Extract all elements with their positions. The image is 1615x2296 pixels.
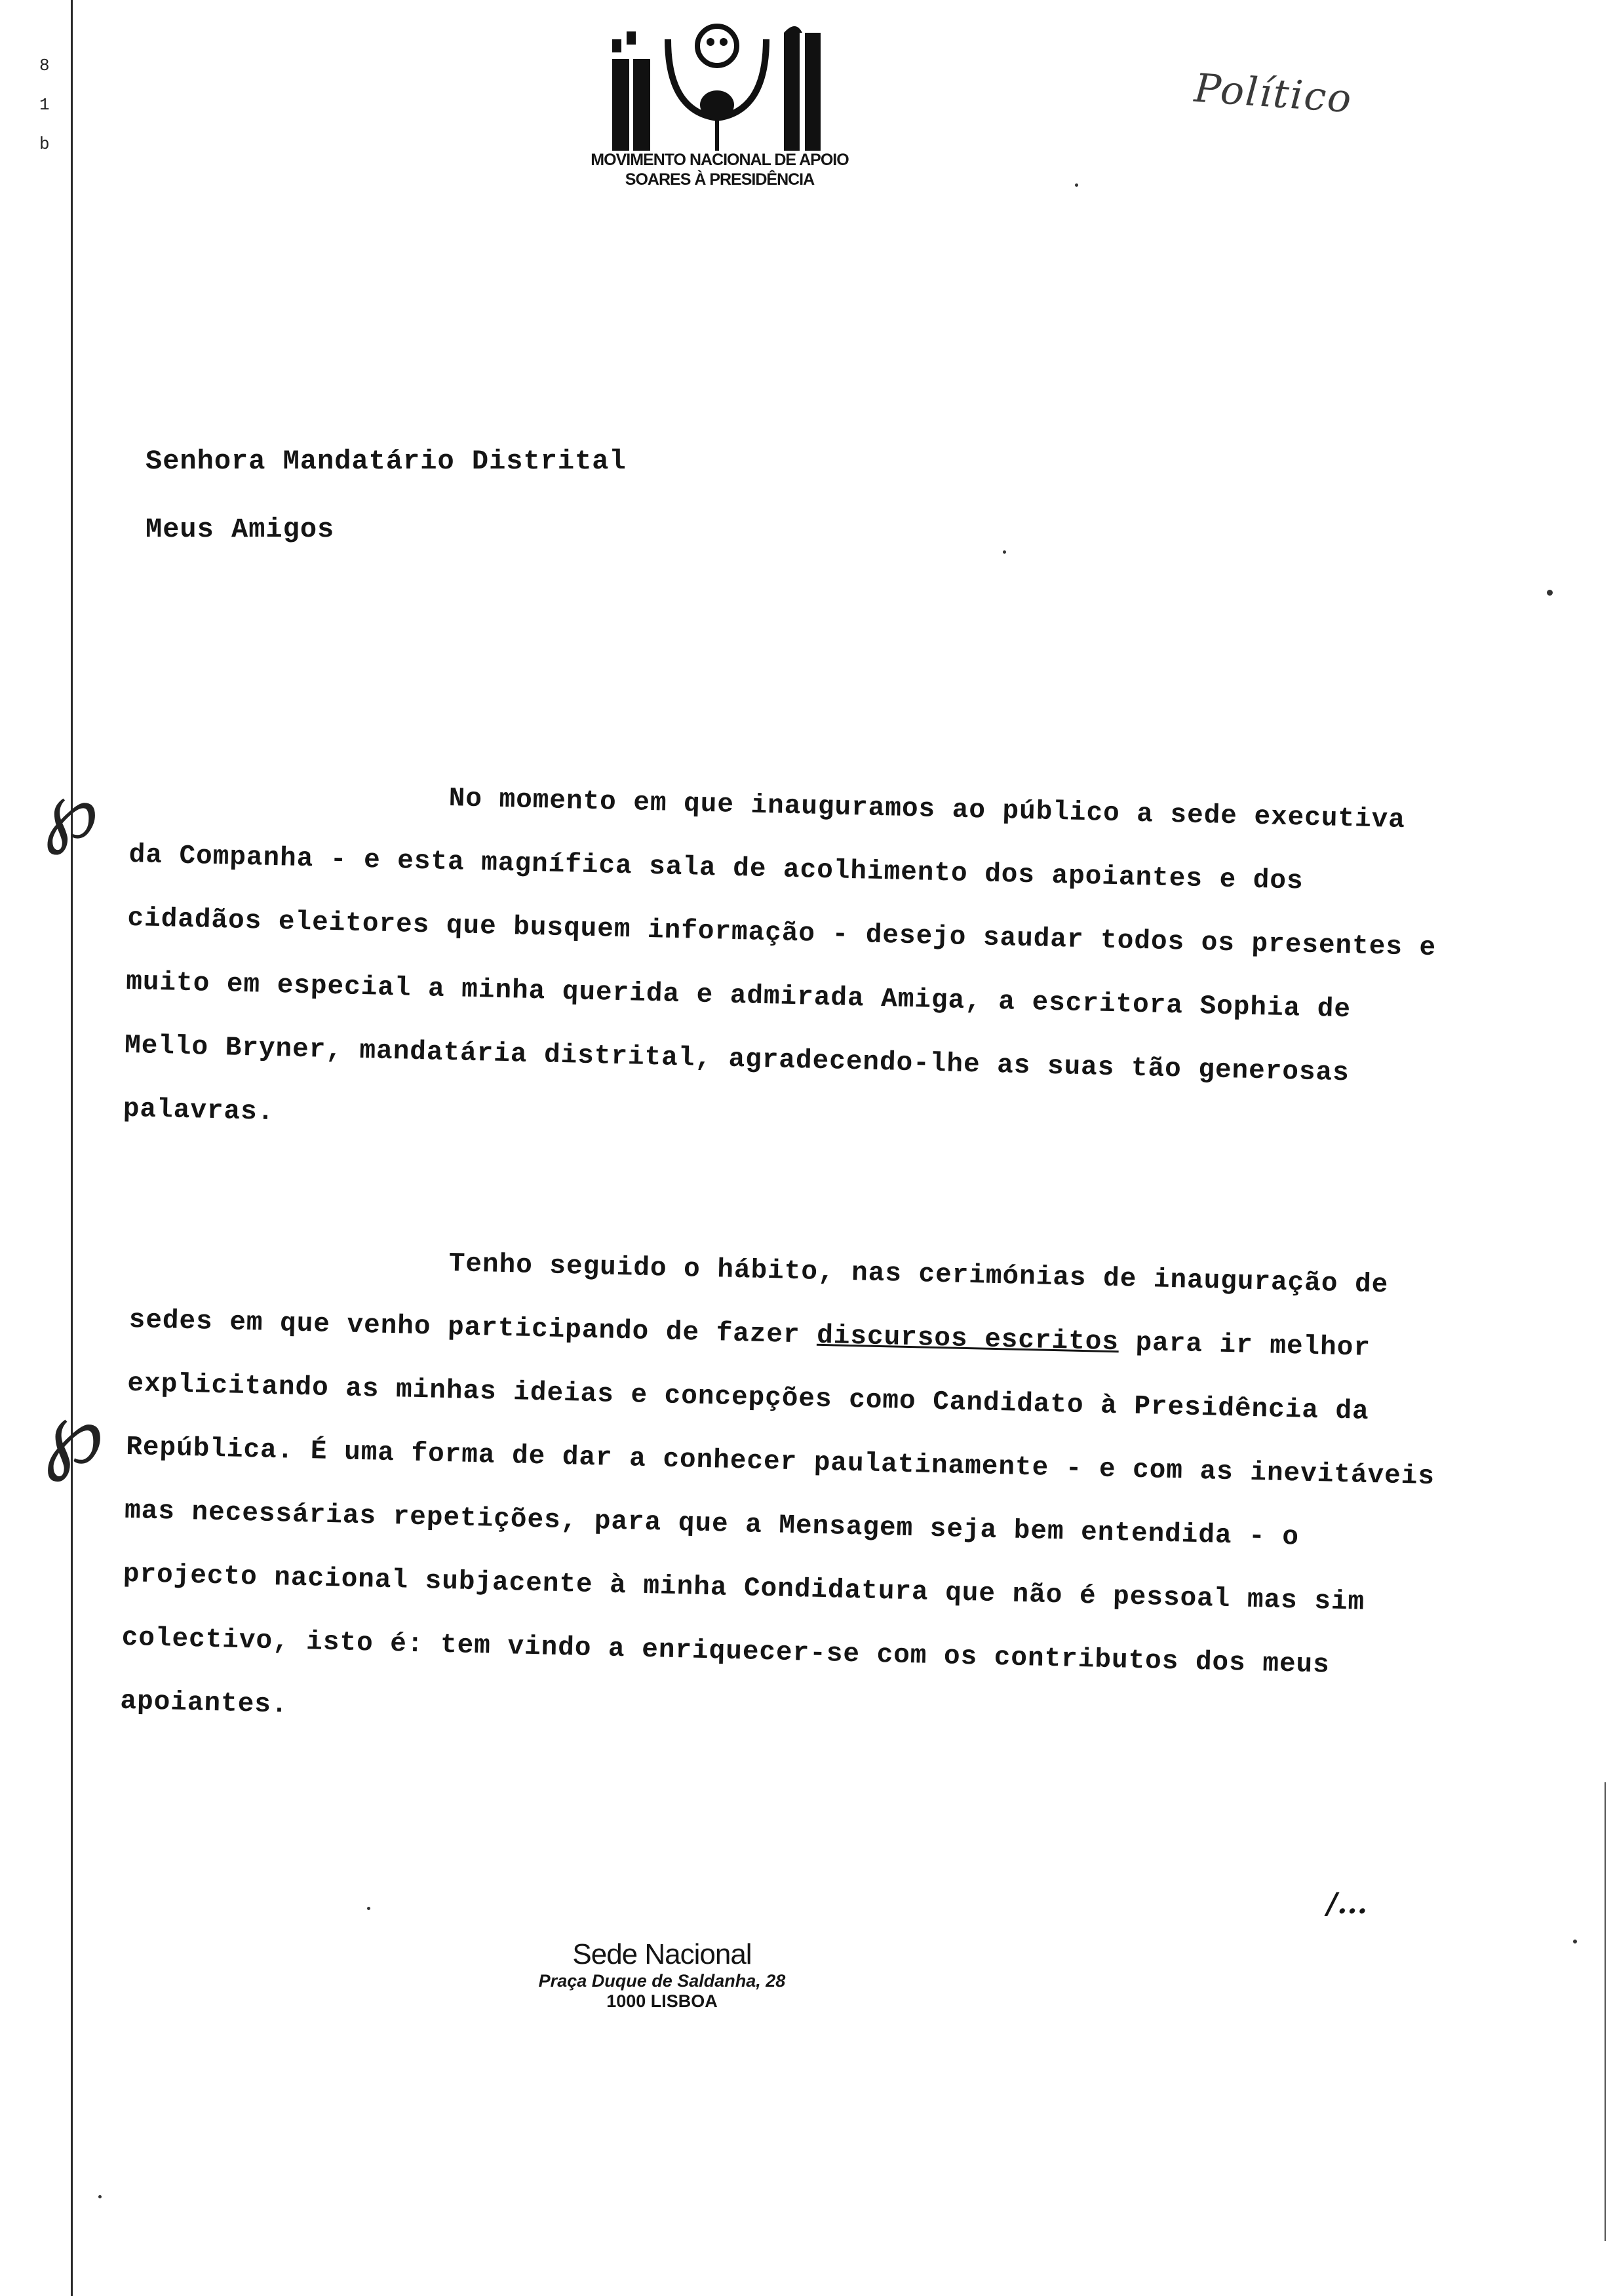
scan-speck — [1547, 590, 1553, 596]
body-paragraph-1 — [123, 760, 1449, 1171]
scan-speck — [367, 1907, 370, 1910]
paragraph-2-text — [119, 1225, 1448, 1763]
scan-speck — [1075, 183, 1078, 187]
scan-speck — [1003, 550, 1006, 554]
letterhead-line-2: SOARES À PRESIDÊNCIA — [625, 170, 815, 189]
letterhead-line-1: MOVIMENTO NACIONAL DE APOIO — [591, 151, 849, 169]
salutation-line-2: Meus Amigos — [146, 514, 335, 545]
margin-marks: 8 1 b — [39, 56, 50, 154]
handwritten-note: Político — [1192, 65, 1354, 123]
footer-city: 1000 LISBOA — [606, 1991, 718, 2011]
page-left-edge — [71, 0, 73, 2296]
scan-speck — [1573, 1940, 1577, 1943]
footer-address: Praça Duque de Saldanha, 28 — [538, 1971, 786, 1991]
margin-bracket-mark: ℘ — [43, 1383, 104, 1483]
footer-title: Sede Nacional — [572, 1938, 752, 1970]
paragraph-1-text: No momento em que inauguramos ao público a sede executiva da Companha - e esta magnífica sala de acolhimento dos apoiantes e dos cidadãos eleitores que busquem informação - desejo saudar todos os presentes e muito em especial a minha querida e admirada Amiga, a escritora Sophia de Mello Bryner, mandatária distrital, agradecendo-lhe as suas tão generosas palavras. — [123, 784, 1437, 1128]
soares-campaign-emblem-icon — [606, 20, 842, 151]
page-right-edge — [1605, 1782, 1606, 2241]
underlined-phrase: discursos escritos — [816, 1320, 1119, 1358]
body-paragraph-2 — [119, 1225, 1448, 1763]
continuation-mark: /... — [1327, 1887, 1368, 1921]
salutation-line-1: Senhora Mandatário Distrital — [146, 446, 627, 477]
letterhead-logo — [569, 20, 897, 210]
margin-bracket-mark: ℘ — [43, 765, 98, 856]
paragraph-2-text-end: para ir melhor explicitando as minhas ideias e concepções como Candidato à Presidência da República. É uma forma de dar a conhecer paulatinamente - e com as inevitáveis mas necessárias repetições, para que a Mensagem seja bem entendida - o projecto nacional subjacente à minha Condidatura que não é pessoal mas sim colectivo, isto é: tem vindo a enriquecer-se com os contributos dos meus apoiantes. — [119, 1328, 1435, 1721]
paragraph-2-text-start: Tenho seguido o hábito, nas cerimónias de inauguração de sedes em que venho participando de fazer — [128, 1249, 1389, 1351]
footer-address-block — [498, 1938, 826, 2012]
scan-speck — [98, 2195, 102, 2198]
